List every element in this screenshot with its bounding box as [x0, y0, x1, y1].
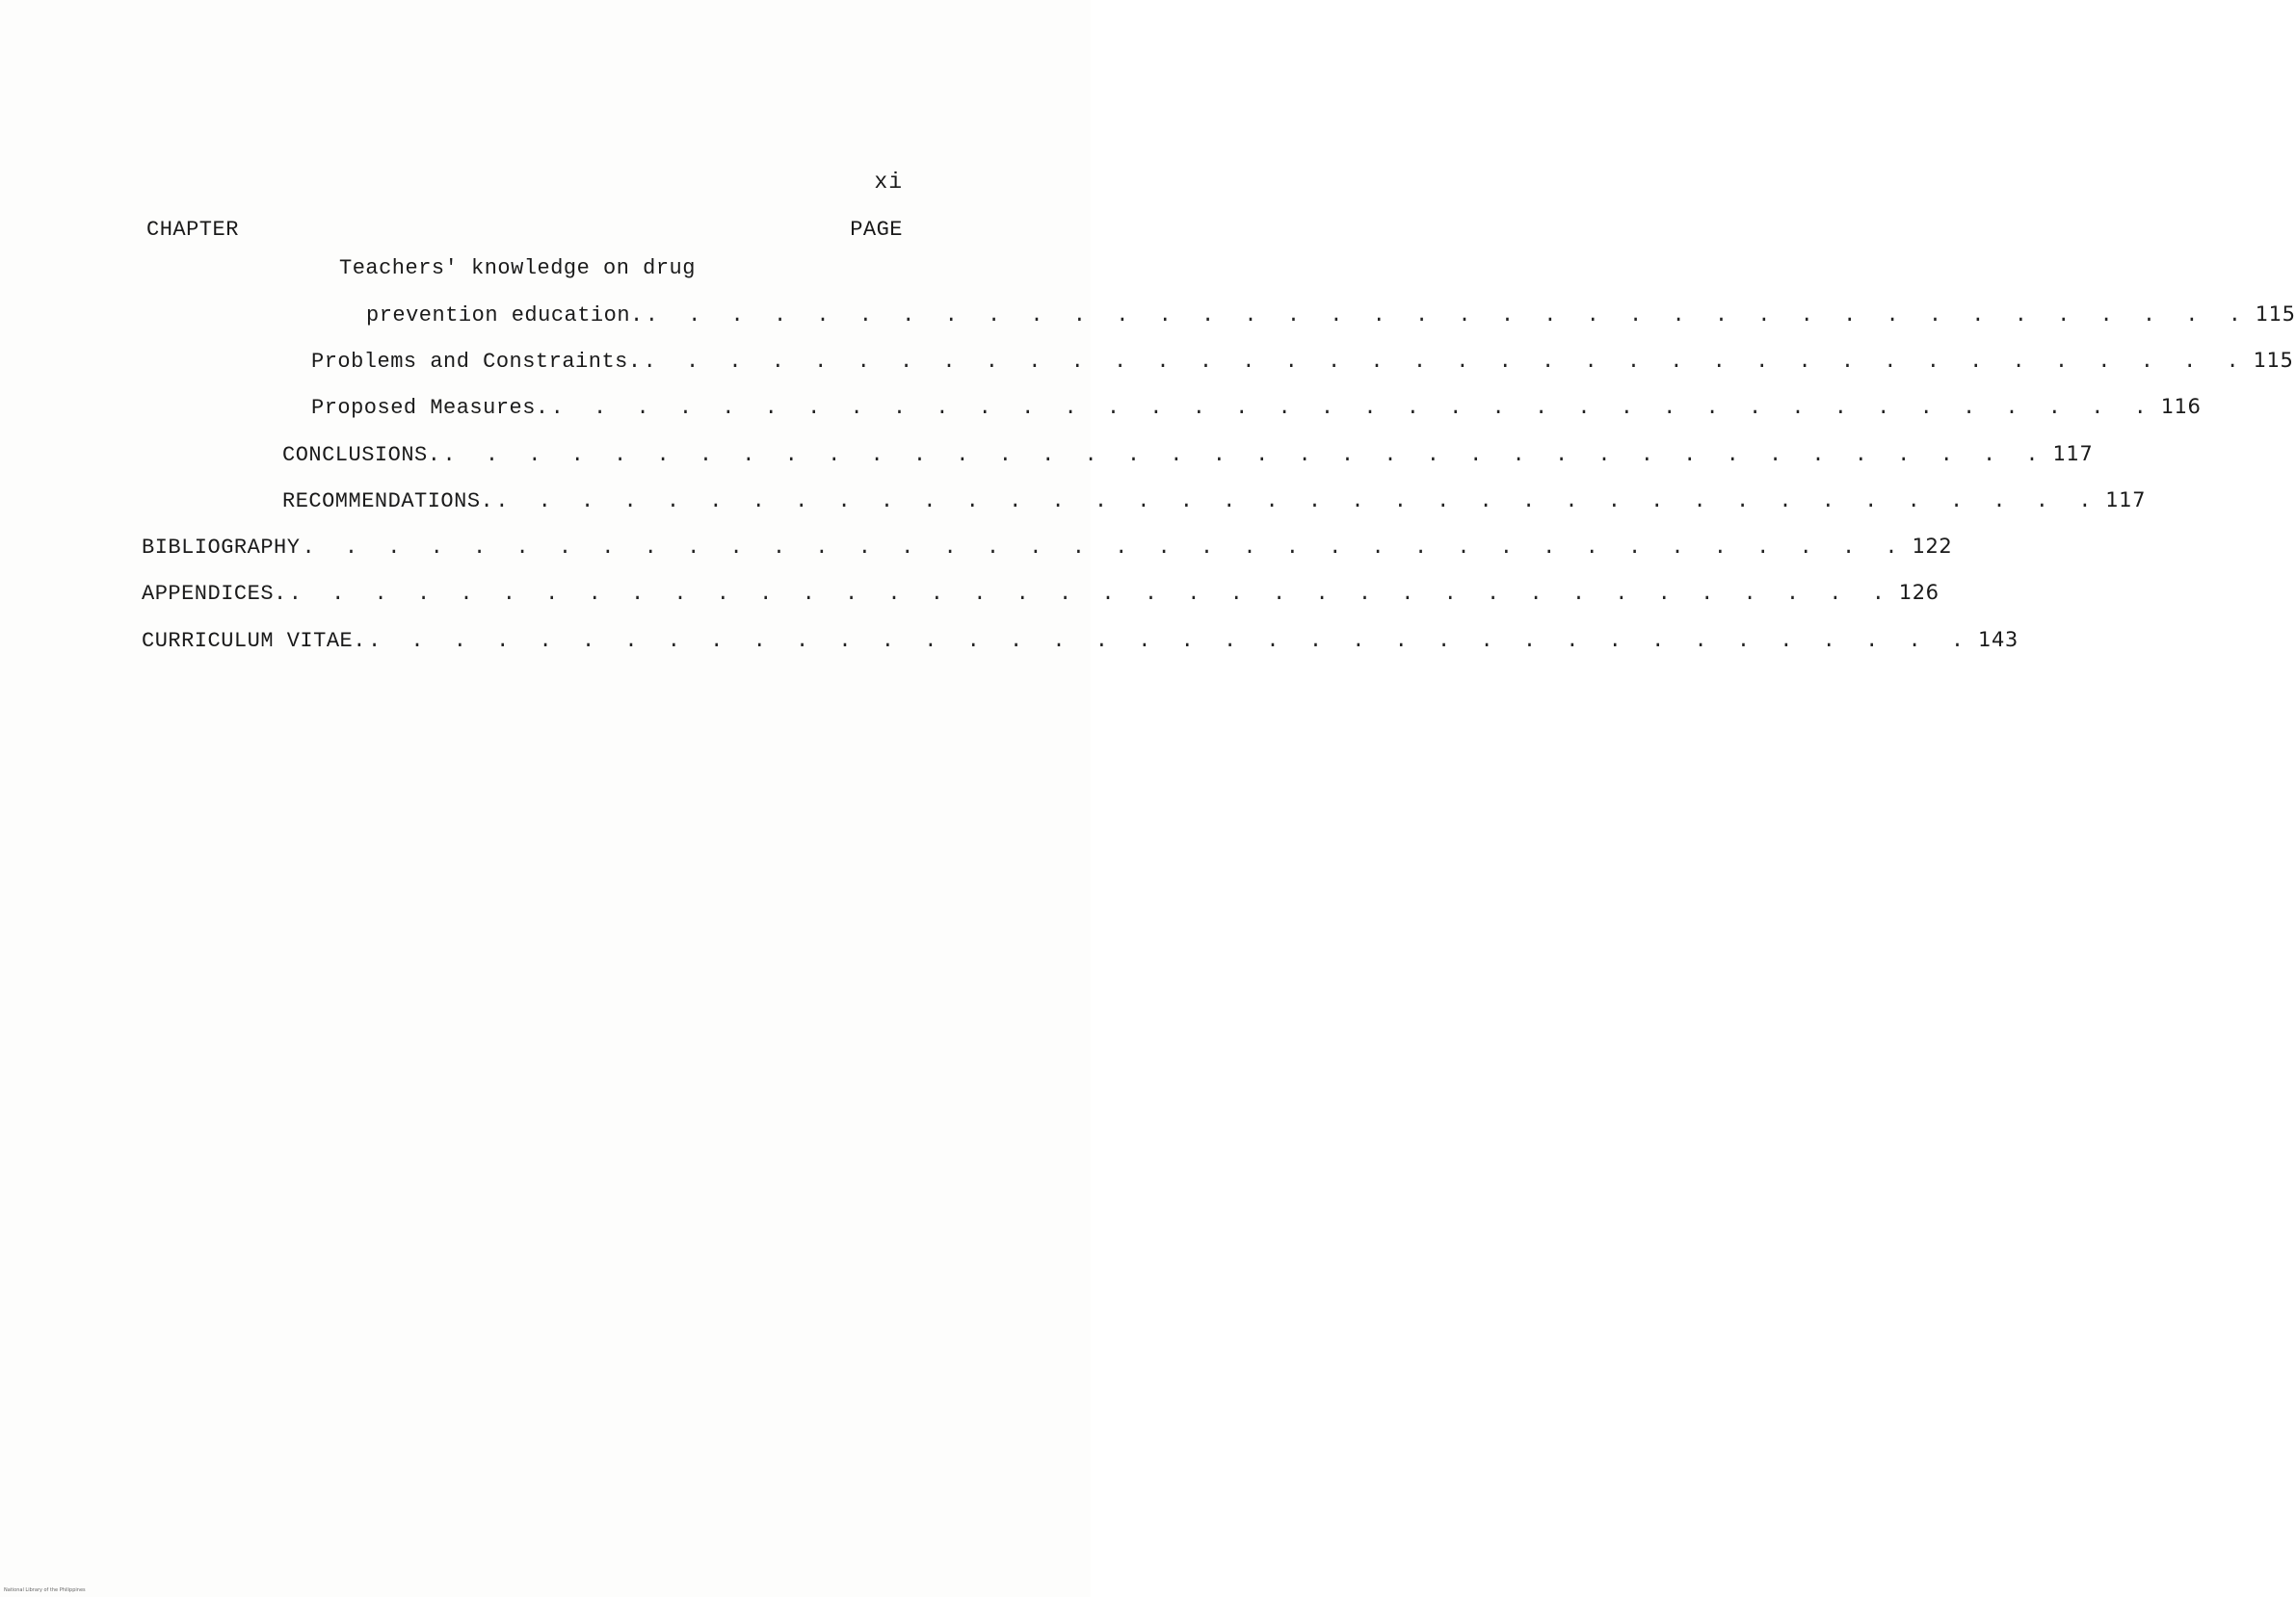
toc-entry-page: 117: [2052, 442, 2094, 465]
dot-leader: . . . . . . . . . . . . . . . . . . . . . . . . . . . . . . . . . . . . . .: [288, 582, 1893, 606]
toc-entry-page: 126: [1898, 581, 1940, 604]
toc-entry-problems-constraints: [311, 349, 2294, 374]
toc-entry-text: Problems and Constraints.: [311, 350, 642, 374]
dot-leader: . . . . . . . . . . . . . . . . . . . . . . . . . . . . . . . . . . . . . .: [302, 536, 1907, 560]
toc-entry-conclusions: [282, 442, 2094, 467]
toc-entry-text: Teachers' knowledge on drug: [339, 256, 696, 280]
toc-entry-text: RECOMMENDATIONS.: [282, 489, 494, 513]
toc-entry-text: APPENDICES.: [142, 582, 287, 606]
dot-leader: . . . . . . . . . . . . . . . . . . . . . . . . . . . . . . . . . . . . . .: [495, 489, 2100, 513]
toc-entry-teachers-knowledge: [339, 256, 696, 280]
toc-entry-prevention-education: [366, 302, 2296, 327]
toc-entry-page: 116: [2160, 395, 2202, 418]
toc-entry-page: 143: [1978, 628, 2019, 651]
scan-footer-label: National Library of the Philippines: [4, 1587, 86, 1593]
toc-entry-page: 115: [2255, 302, 2296, 326]
toc-entry-page: 115: [2253, 349, 2294, 372]
toc-entry-bibliography: [142, 535, 1953, 560]
toc-entry-text: prevention education.: [366, 303, 644, 327]
toc-entry-text: CURRICULUM VITAE.: [142, 629, 366, 653]
toc-entry-text: BIBLIOGRAPHY: [142, 536, 301, 560]
chapter-column-header: CHAPTER: [146, 218, 239, 242]
toc-entry-text: Proposed Measures.: [311, 396, 549, 420]
toc-entry-page: 117: [2105, 488, 2146, 511]
toc-entry-proposed-measures: [311, 395, 2202, 420]
dot-leader: . . . . . . . . . . . . . . . . . . . . . . . . . . . . . . . . . . . . . .: [645, 303, 2250, 327]
page-column-header: PAGE: [850, 218, 903, 242]
toc-entry-page: 122: [1912, 535, 1953, 558]
dot-leader: . . . . . . . . . . . . . . . . . . . . . . . . . . . . . . . . . . . . . .: [442, 443, 2047, 467]
dot-leader: . . . . . . . . . . . . . . . . . . . . . . . . . . . . . . . . . . . . . .: [643, 350, 2248, 374]
toc-entry-appendices: [142, 581, 1940, 606]
toc-entry-text: CONCLUSIONS.: [282, 443, 441, 467]
dot-leader: . . . . . . . . . . . . . . . . . . . . . . . . . . . . . . . . . . . . . .: [367, 629, 1973, 653]
page-number: xi: [874, 170, 903, 195]
toc-entry-curriculum-vitae: [142, 628, 2019, 653]
dot-leader: . . . . . . . . . . . . . . . . . . . . . . . . . . . . . . . . . . . . . .: [550, 396, 2155, 420]
toc-entry-recommendations: [282, 488, 2146, 513]
